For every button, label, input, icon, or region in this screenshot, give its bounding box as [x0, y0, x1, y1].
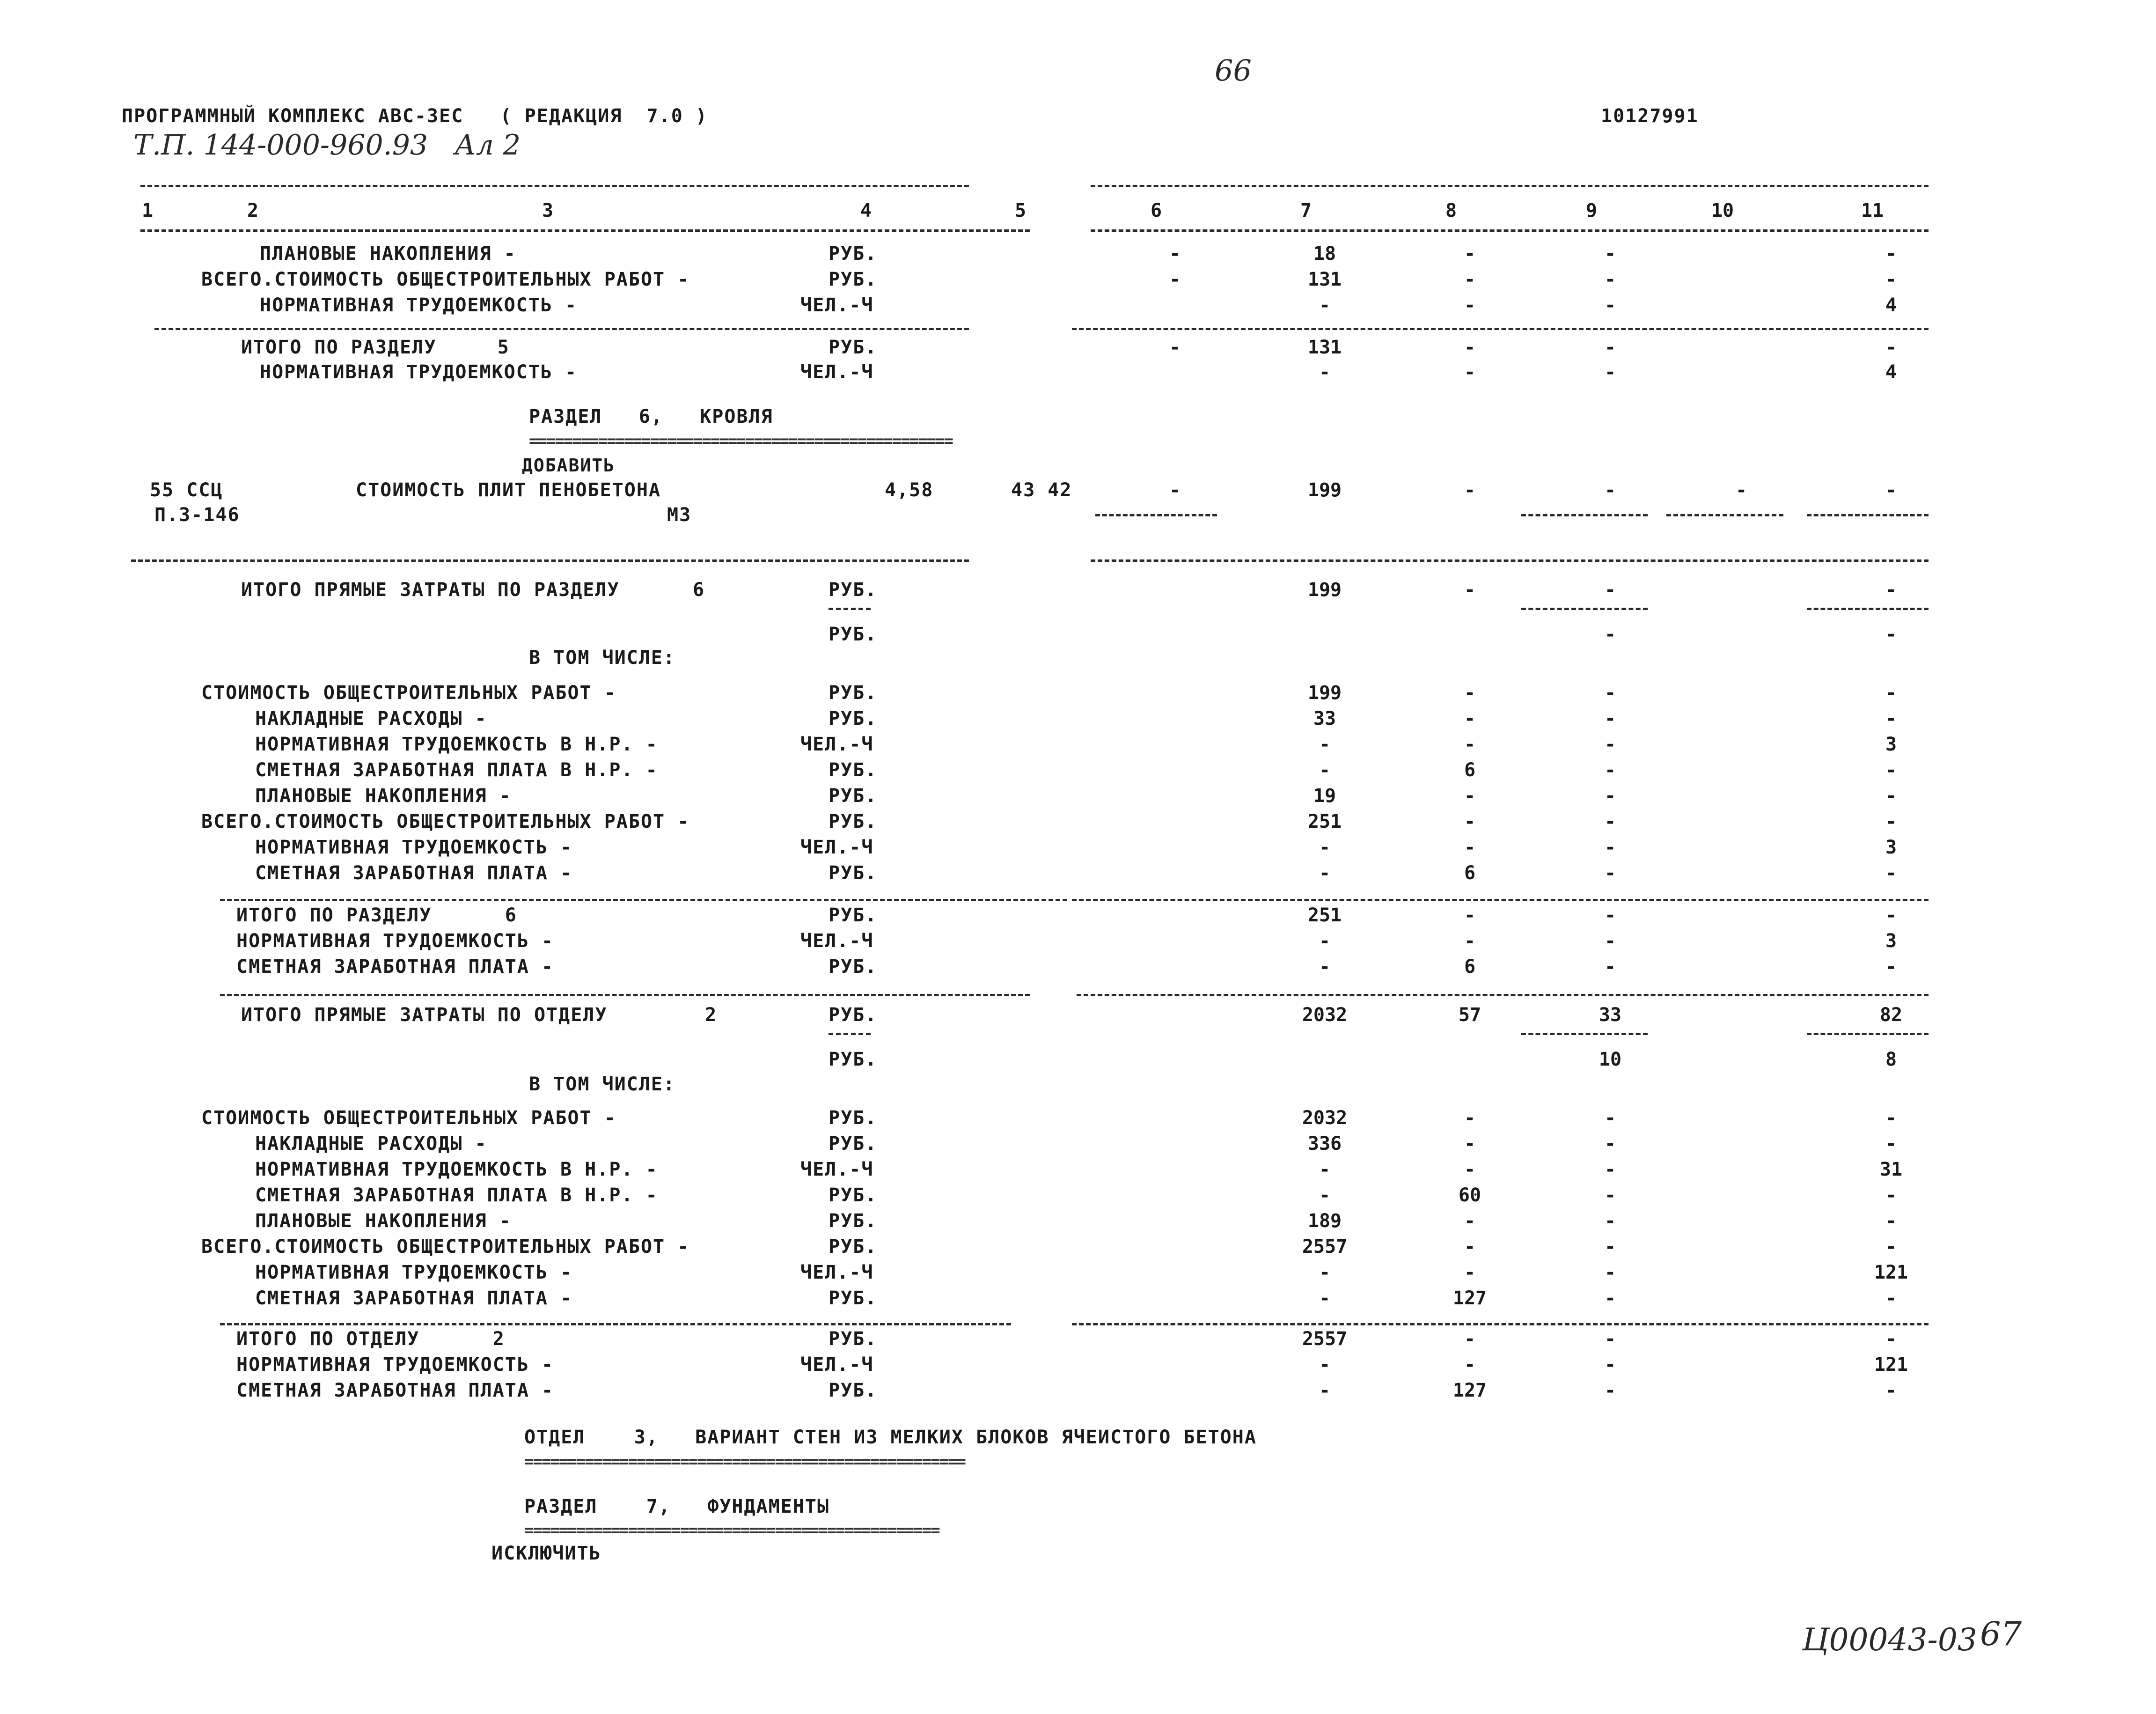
row-c11: -	[1885, 708, 1897, 729]
section6-direct-c7: 199	[1307, 579, 1342, 601]
row-c9: -	[1604, 785, 1616, 807]
row-c8: -	[1464, 1236, 1476, 1258]
row-label: ВСЕГО.СТОИМОСТЬ ОБЩЕСТРОИТЕЛЬНЫХ РАБОТ -	[201, 269, 690, 290]
dept-direct2-c9: 10	[1599, 1049, 1622, 1070]
row-c8: -	[1464, 1159, 1476, 1180]
row-c11: -	[1885, 1133, 1897, 1155]
section6-direct-unit2: РУБ.	[829, 624, 878, 645]
row-unit: ЧЕЛ.-Ч	[800, 837, 874, 858]
row-c7: -	[1319, 1159, 1331, 1180]
section6-total-rule	[220, 994, 1030, 996]
row-unit: РУБ.	[829, 1287, 878, 1309]
row-unit: РУБ.	[829, 1236, 878, 1258]
dept-direct-c8: 57	[1458, 1004, 1481, 1026]
row-c8: 6	[1464, 956, 1476, 978]
row-label: ПЛАНОВЫЕ НАКОПЛЕНИЯ -	[260, 243, 516, 265]
column-number: 4	[860, 200, 872, 221]
row-c8: -	[1464, 930, 1476, 952]
row-c11: 121	[1874, 1354, 1908, 1376]
row-label: НОРМАТИВНАЯ ТРУДОЕМКОСТЬ -	[255, 837, 573, 858]
row-c9: -	[1604, 930, 1616, 952]
row-unit: РУБ.	[829, 785, 878, 807]
row-c11: -	[1885, 1210, 1897, 1232]
row-c7: -	[1319, 930, 1331, 952]
row-unit: РУБ.	[829, 862, 878, 884]
row-c8: -	[1464, 785, 1476, 807]
row-unit: РУБ.	[829, 1133, 878, 1155]
item-subrule-2	[1521, 514, 1648, 516]
column-number: 7	[1300, 200, 1312, 221]
row-c7: 251	[1307, 811, 1342, 832]
row-unit: РУБ.	[829, 759, 878, 781]
dept-rule	[220, 1323, 1011, 1325]
row-c11: -	[1885, 956, 1897, 978]
section7-title: РАЗДЕЛ 7, ФУНДАМЕНТЫ	[524, 1496, 830, 1517]
row-c7: 33	[1313, 708, 1336, 729]
section6-direct-unit: РУБ.	[829, 579, 878, 601]
section6-direct-subrule-1	[829, 608, 871, 610]
item-number: 55 ССЦ	[150, 479, 223, 501]
row-label: СТОИМОСТЬ ОБЩЕСТРОИТЕЛЬНЫХ РАБОТ -	[201, 1107, 616, 1129]
row-c9: -	[1604, 1236, 1616, 1258]
row-c9: -	[1604, 734, 1616, 755]
row-label: ИТОГО ПО ОТДЕЛУ 2	[236, 1328, 505, 1350]
row-c11: -	[1885, 759, 1897, 781]
row-c8: -	[1464, 361, 1476, 383]
row-c11: -	[1885, 337, 1897, 358]
row-unit: ЧЕЛ.-Ч	[800, 930, 874, 952]
column-number: 1	[141, 200, 154, 221]
section6-item-rule-right	[1091, 559, 1929, 562]
item-c10: -	[1735, 479, 1747, 501]
row-unit: РУБ.	[829, 243, 878, 265]
row-label: НОРМАТИВНАЯ ТРУДОЕМКОСТЬ В Н.Р. -	[255, 1159, 658, 1180]
row-c9: -	[1604, 1133, 1616, 1155]
row-unit: РУБ.	[829, 337, 878, 358]
row-unit: ЧЕЛ.-Ч	[800, 294, 874, 316]
row-label: НАКЛАДНЫЕ РАСХОДЫ -	[255, 708, 487, 729]
row-unit: РУБ.	[829, 905, 878, 926]
header-rule-bottom	[140, 229, 1030, 232]
row-c7: 189	[1307, 1210, 1342, 1232]
row-unit: РУБ.	[829, 1184, 878, 1206]
handwritten-ref: Т.П. 144-000-960.93 Ал 2	[133, 129, 521, 162]
row-c7: 131	[1307, 337, 1342, 358]
row-unit: РУБ.	[829, 1210, 878, 1232]
row-c11: 121	[1874, 1262, 1908, 1283]
row-c9: -	[1604, 1380, 1616, 1401]
row-label: СМЕТНАЯ ЗАРАБОТНАЯ ПЛАТА -	[255, 862, 573, 884]
section6-direct-label: ИТОГО ПРЯМЫЕ ЗАТРАТЫ ПО РАЗДЕЛУ 6	[241, 579, 705, 601]
otdel3-title: ОТДЕЛ 3, ВАРИАНТ СТЕН ИЗ МЕЛКИХ БЛОКОВ ЯЧЕИСТОГО БЕТОНА	[524, 1427, 1257, 1448]
dept-direct-c9: 33	[1599, 1004, 1622, 1026]
section6-rule-right	[1072, 899, 1929, 901]
column-number: 3	[542, 200, 554, 221]
program-header: ПРОГРАММНЫЙ КОМПЛЕКС АВС-3ЕС ( РЕДАКЦИЯ 7.0 )	[122, 105, 708, 127]
section6-item-rule	[131, 559, 969, 562]
row-c8: -	[1464, 1107, 1476, 1129]
row-unit: РУБ.	[829, 682, 878, 704]
column-number: 5	[1014, 200, 1027, 221]
row-c7: 19	[1313, 785, 1336, 807]
row-label: НОРМАТИВНАЯ ТРУДОЕМКОСТЬ -	[236, 930, 554, 952]
item-c6: -	[1169, 479, 1181, 501]
section6-title: РАЗДЕЛ 6, КРОВЛЯ	[529, 406, 773, 427]
section6-total-rule-right	[1077, 994, 1929, 996]
row-unit: РУБ.	[829, 708, 878, 729]
section6-direct2-c9: -	[1604, 624, 1616, 645]
row-c8: 127	[1452, 1380, 1487, 1401]
row-c8: -	[1464, 734, 1476, 755]
row-unit: ЧЕЛ.-Ч	[800, 1354, 874, 1376]
item-subrule-1	[1095, 514, 1217, 516]
row-c9: -	[1604, 1262, 1616, 1283]
row-c9: -	[1604, 1184, 1616, 1206]
dept-direct2-c11: 8	[1885, 1049, 1897, 1070]
column-number: 10	[1711, 200, 1734, 221]
row-label: ПЛАНОВЫЕ НАКОПЛЕНИЯ -	[255, 1210, 512, 1232]
row-c9: -	[1604, 862, 1616, 884]
row-c8: -	[1464, 1210, 1476, 1232]
row-unit: ЧЕЛ.-Ч	[800, 734, 874, 755]
row-c7: -	[1319, 1262, 1331, 1283]
row-c11: -	[1885, 1107, 1897, 1129]
row-c7: -	[1319, 837, 1331, 858]
dept-direct-unit: РУБ.	[829, 1004, 878, 1026]
row-label: НАКЛАДНЫЕ РАСХОДЫ -	[255, 1133, 487, 1155]
row-unit: РУБ.	[829, 811, 878, 832]
row-c9: -	[1604, 361, 1616, 383]
row-label: НОРМАТИВНАЯ ТРУДОЕМКОСТЬ -	[255, 1262, 573, 1283]
row-c6: -	[1169, 243, 1181, 265]
row-c8: -	[1464, 294, 1476, 316]
item-subrule-4	[1807, 514, 1929, 516]
row-c7: -	[1319, 862, 1331, 884]
header-rule-bottom-right	[1091, 229, 1929, 232]
row-c7: -	[1319, 956, 1331, 978]
item-name: СТОИМОСТЬ ПЛИТ ПЕНОБЕТОНА	[356, 479, 661, 501]
row-label: СМЕТНАЯ ЗАРАБОТНАЯ ПЛАТА В Н.Р. -	[255, 1184, 658, 1206]
dept-direct-subrule-2	[1521, 1033, 1648, 1035]
section5-rule	[154, 328, 969, 330]
row-c7: -	[1319, 1380, 1331, 1401]
row-label: СМЕТНАЯ ЗАРАБОТНАЯ ПЛАТА В Н.Р. -	[255, 759, 658, 781]
dept-direct-subrule-3	[1807, 1033, 1929, 1035]
row-c9: -	[1604, 811, 1616, 832]
footer-page-number: 67	[1980, 1615, 2022, 1653]
row-c7: -	[1319, 361, 1331, 383]
row-c9: -	[1604, 1159, 1616, 1180]
column-number: 6	[1150, 200, 1162, 221]
row-label: СМЕТНАЯ ЗАРАБОТНАЯ ПЛАТА -	[236, 1380, 554, 1401]
row-c7: -	[1319, 759, 1331, 781]
row-c8: -	[1464, 1328, 1476, 1350]
column-number: 11	[1861, 200, 1884, 221]
row-c11: -	[1885, 905, 1897, 926]
dept-direct-subrule-1	[829, 1033, 871, 1035]
row-unit: РУБ.	[829, 269, 878, 290]
row-label: НОРМАТИВНАЯ ТРУДОЕМКОСТЬ -	[260, 361, 578, 383]
dept-rule-right	[1072, 1323, 1929, 1325]
row-c7: 131	[1307, 269, 1342, 290]
row-label: ИТОГО ПО РАЗДЕЛУ 6	[236, 905, 517, 926]
header-rule-top-right	[1091, 185, 1929, 187]
item-c9: -	[1604, 479, 1616, 501]
row-label: НОРМАТИВНАЯ ТРУДОЕМКОСТЬ -	[260, 294, 578, 316]
column-number: 2	[247, 200, 259, 221]
row-c11: -	[1885, 862, 1897, 884]
row-c8: -	[1464, 837, 1476, 858]
row-c8: -	[1464, 811, 1476, 832]
dept-direct-c7: 2032	[1302, 1004, 1348, 1026]
row-c7: 18	[1313, 243, 1336, 265]
row-c9: -	[1604, 682, 1616, 704]
row-label: СМЕТНАЯ ЗАРАБОТНАЯ ПЛАТА -	[255, 1287, 573, 1309]
row-c7: 2032	[1302, 1107, 1348, 1129]
row-c11: 4	[1885, 361, 1897, 383]
row-c9: -	[1604, 1354, 1616, 1376]
row-c9: -	[1604, 759, 1616, 781]
row-c9: -	[1604, 956, 1616, 978]
row-unit: РУБ.	[829, 956, 878, 978]
section6-direct-c11: -	[1885, 579, 1897, 601]
row-c11: 3	[1885, 930, 1897, 952]
row-c8: 6	[1464, 862, 1476, 884]
row-c9: -	[1604, 1328, 1616, 1350]
row-c9: -	[1604, 1210, 1616, 1232]
row-c7: -	[1319, 734, 1331, 755]
row-c9: -	[1604, 837, 1616, 858]
row-c8: 60	[1458, 1184, 1481, 1206]
dept-including: В ТОМ ЧИСЛЕ:	[529, 1074, 675, 1095]
row-c7: 199	[1307, 682, 1342, 704]
row-c11: 4	[1885, 294, 1897, 316]
row-c11: -	[1885, 243, 1897, 265]
item-subrule-3	[1666, 514, 1783, 516]
section6-rule	[220, 899, 1067, 901]
section6-direct-c8: -	[1464, 579, 1476, 601]
section5-rule-right	[1072, 328, 1929, 330]
row-unit: ЧЕЛ.-Ч	[800, 1159, 874, 1180]
row-c8: -	[1464, 243, 1476, 265]
section6-direct-subrule-3	[1807, 608, 1929, 610]
section7-action: ИСКЛЮЧИТЬ	[491, 1543, 601, 1564]
row-unit: РУБ.	[829, 1328, 878, 1350]
row-c9: -	[1604, 294, 1616, 316]
dept-direct-c11: 82	[1879, 1004, 1903, 1026]
row-c11: 31	[1879, 1159, 1903, 1180]
item-qty: 4,58	[885, 479, 934, 501]
row-c11: -	[1885, 682, 1897, 704]
item-c7: 199	[1307, 479, 1342, 501]
section6-underline: =================================================	[529, 433, 953, 449]
row-c7: -	[1319, 1287, 1331, 1309]
row-c7: 336	[1307, 1133, 1342, 1155]
footer-handwritten-code: Ц00043-03	[1802, 1622, 1977, 1658]
row-c11: 3	[1885, 734, 1897, 755]
row-c11: 3	[1885, 837, 1897, 858]
row-c11: -	[1885, 1236, 1897, 1258]
row-label: ВСЕГО.СТОИМОСТЬ ОБЩЕСТРОИТЕЛЬНЫХ РАБОТ -	[201, 811, 690, 832]
row-c9: -	[1604, 708, 1616, 729]
row-c11: -	[1885, 1328, 1897, 1350]
dept-direct-unit2: РУБ.	[829, 1049, 878, 1070]
dept-direct-label: ИТОГО ПРЯМЫЕ ЗАТРАТЫ ПО ОТДЕЛУ 2	[241, 1004, 718, 1026]
row-c7: 2557	[1302, 1236, 1348, 1258]
row-c9: -	[1604, 337, 1616, 358]
column-number: 8	[1445, 200, 1457, 221]
item-ref: П.3-146	[154, 504, 240, 526]
item-price: 43 42	[1011, 479, 1072, 501]
row-c9: -	[1604, 269, 1616, 290]
row-unit: ЧЕЛ.-Ч	[800, 1262, 874, 1283]
item-c8: -	[1464, 479, 1476, 501]
row-c7: 251	[1307, 905, 1342, 926]
otdel3-underline: ===================================================	[524, 1454, 965, 1470]
item-unit: М3	[667, 504, 692, 526]
row-c8: -	[1464, 708, 1476, 729]
column-number: 9	[1585, 200, 1598, 221]
section6-direct2-c11: -	[1885, 624, 1897, 645]
row-c11: -	[1885, 785, 1897, 807]
row-c9: -	[1604, 905, 1616, 926]
row-label: ВСЕГО.СТОИМОСТЬ ОБЩЕСТРОИТЕЛЬНЫХ РАБОТ -	[201, 1236, 690, 1258]
row-c6: -	[1169, 269, 1181, 290]
item-c11: -	[1885, 479, 1897, 501]
row-label: ПЛАНОВЫЕ НАКОПЛЕНИЯ -	[255, 785, 512, 807]
row-unit: ЧЕЛ.-Ч	[800, 361, 874, 383]
row-c11: -	[1885, 1287, 1897, 1309]
row-c8: 127	[1452, 1287, 1487, 1309]
row-label: ИТОГО ПО РАЗДЕЛУ 5	[241, 337, 510, 358]
header-rule-top	[140, 185, 969, 187]
section6-direct-c9: -	[1604, 579, 1616, 601]
document-code: 10127991	[1601, 105, 1699, 127]
row-label: НОРМАТИВНАЯ ТРУДОЕМКОСТЬ -	[236, 1354, 554, 1376]
section7-underline: ================================================	[524, 1523, 939, 1538]
row-label: СТОИМОСТЬ ОБЩЕСТРОИТЕЛЬНЫХ РАБОТ -	[201, 682, 616, 704]
row-c8: -	[1464, 1133, 1476, 1155]
page-number: 66	[1215, 53, 1252, 88]
row-unit: РУБ.	[829, 1380, 878, 1401]
row-c9: -	[1604, 1287, 1616, 1309]
row-c7: -	[1319, 1354, 1331, 1376]
row-c7: -	[1319, 294, 1331, 316]
row-c8: -	[1464, 1354, 1476, 1376]
section6-direct-subrule-2	[1521, 608, 1648, 610]
row-c8: -	[1464, 682, 1476, 704]
row-c11: -	[1885, 269, 1897, 290]
row-c8: -	[1464, 269, 1476, 290]
row-c8: -	[1464, 1262, 1476, 1283]
row-label: СМЕТНАЯ ЗАРАБОТНАЯ ПЛАТА -	[236, 956, 554, 978]
row-c8: -	[1464, 337, 1476, 358]
row-c9: -	[1604, 1107, 1616, 1129]
row-c9: -	[1604, 243, 1616, 265]
row-c11: -	[1885, 1184, 1897, 1206]
row-c7: -	[1319, 1184, 1331, 1206]
row-c11: -	[1885, 1380, 1897, 1401]
section6-action: ДОБАВИТЬ	[522, 455, 616, 476]
row-c7: 2557	[1302, 1328, 1348, 1350]
section6-including: В ТОМ ЧИСЛЕ:	[529, 647, 675, 669]
row-c8: 6	[1464, 759, 1476, 781]
row-label: НОРМАТИВНАЯ ТРУДОЕМКОСТЬ В Н.Р. -	[255, 734, 658, 755]
row-c11: -	[1885, 811, 1897, 832]
row-c6: -	[1169, 337, 1181, 358]
row-unit: РУБ.	[829, 1107, 878, 1129]
row-c8: -	[1464, 905, 1476, 926]
